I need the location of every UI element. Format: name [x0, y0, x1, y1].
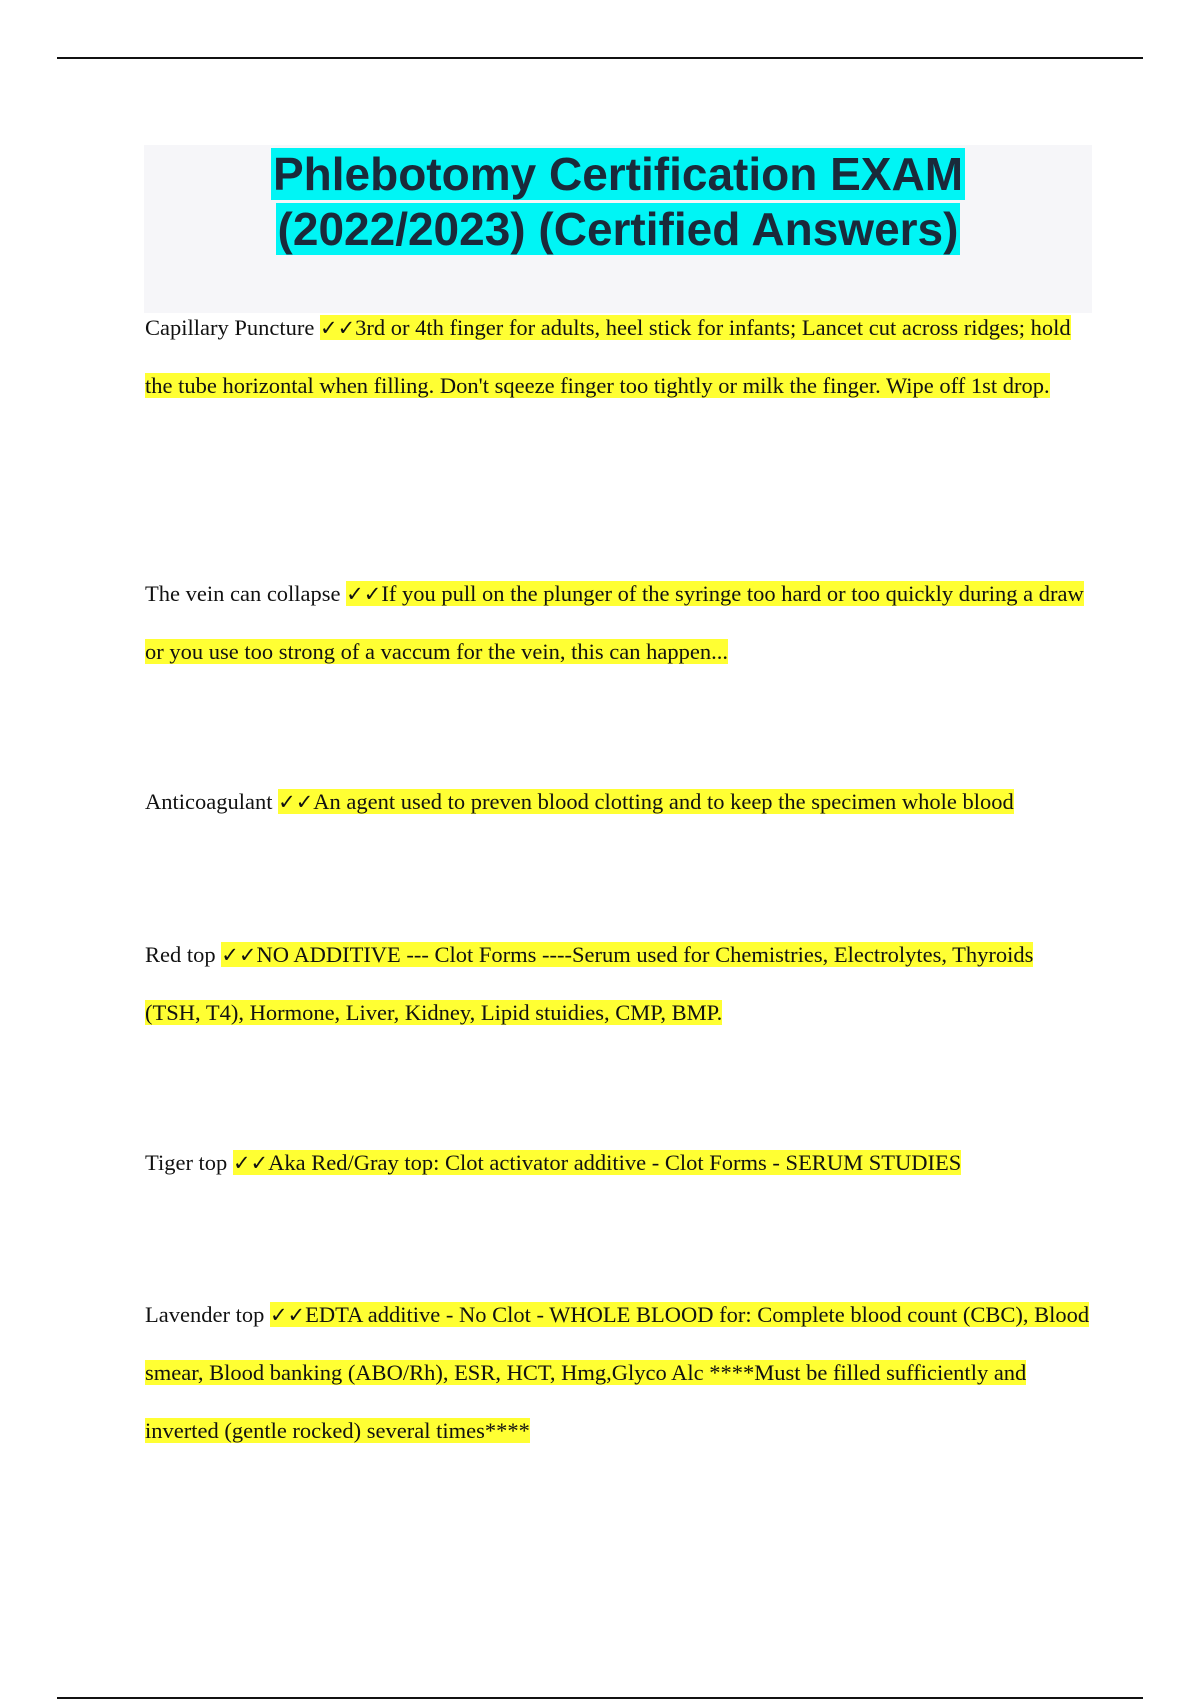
check-mark-icon: ✓✓	[269, 1303, 306, 1327]
answer-text: NO ADDITIVE --- Clot Forms ----Serum used for Chemistries, Electrolytes, Thyroids (TSH, T4), Hormone, Liver, Kidney, Lipid stuidies, CMP, BMP.	[145, 942, 1034, 1025]
check-mark-icon: ✓✓	[232, 1151, 269, 1175]
answer	[278, 789, 1014, 814]
qa-item-tiger-top	[145, 1134, 1090, 1192]
answer-text: 3rd or 4th finger for adults, heel stick for infants; Lancet cut across ridges; hold the tube horizontal when filling. Don't sqeeze finger too tightly or milk the finger. Wipe off 1st drop.	[145, 315, 1071, 398]
title-text: Phlebotomy Certification EXAM (2022/2023) (Certified Answers)	[272, 148, 964, 255]
qa-item-red-top	[145, 926, 1090, 1042]
term: The vein can collapse	[145, 581, 341, 606]
answer	[145, 1302, 1089, 1443]
title-block	[144, 145, 1092, 313]
qa-item-vein-collapse	[145, 565, 1090, 681]
term: Lavender top	[145, 1302, 265, 1327]
page-title	[144, 145, 1092, 257]
check-mark-icon: ✓✓	[278, 790, 314, 814]
term: Anticoagulant	[145, 789, 273, 814]
answer	[145, 942, 1033, 1025]
bottom-rule	[57, 1697, 1143, 1699]
check-mark-icon: ✓✓	[346, 582, 382, 606]
answer-text: EDTA additive - No Clot - WHOLE BLOOD for: Complete blood count (CBC), Blood smear, Blood banking (ABO/Rh), ESR, HCT, Hmg,Glyco Alc ****Must be filled sufficiently and inverted (gentle rocked) several times****	[145, 1302, 1090, 1443]
check-mark-icon: ✓✓	[221, 943, 257, 967]
check-mark-icon: ✓✓	[319, 316, 356, 340]
answer-text: Aka Red/Gray top: Clot activator additive - Clot Forms - SERUM STUDIES	[268, 1150, 962, 1175]
term: Capillary Puncture	[145, 315, 315, 340]
top-rule	[57, 57, 1143, 59]
qa-item-lavender-top	[145, 1286, 1090, 1460]
term: Red top	[145, 942, 216, 967]
qa-item-anticoagulant	[145, 773, 1090, 831]
term: Tiger top	[145, 1150, 228, 1175]
qa-item-capillary-puncture	[145, 299, 1090, 415]
answer-text: An agent used to preven blood clotting and to keep the specimen whole blood	[313, 789, 1014, 814]
answer-text: If you pull on the plunger of the syringe too hard or too quickly during a draw or you use too strong of a vaccum for the vein, this can happen...	[145, 581, 1084, 664]
answer	[233, 1150, 961, 1175]
